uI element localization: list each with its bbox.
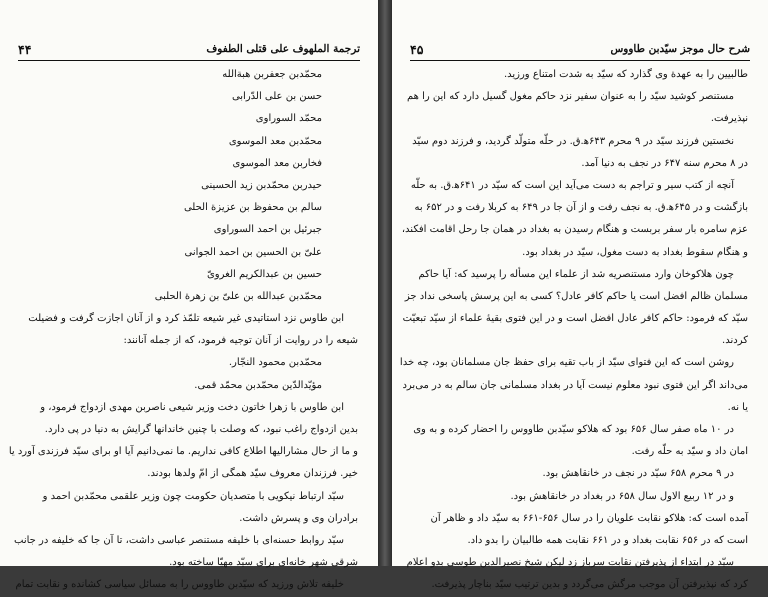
text-line: خیر. فرزندان معروف سیّد همگی از امّ ولدها بودند. <box>147 468 358 480</box>
text-line: طالبیین را به عهدة وی گذارد که سیّد به شدت امتناع ورزید. <box>503 69 748 80</box>
text-line: محمّدبن جعفربن هبةالله <box>222 69 322 80</box>
header-title: ترجمة الملهوف على قتلى الطفوف <box>206 43 360 55</box>
page-body <box>8 64 358 597</box>
page-number: ۴۴ <box>18 41 32 57</box>
text-line: است که در ۶۵۶ نقابت بغداد و در ۶۶۱ نقابت همه طالبیان را بدو داد. <box>467 534 748 546</box>
text-line: آمده است که: هلاکو نقابت علویان را در سال ۶۵۶-۶۶۱ به سیّد داد و ظاهر آن <box>430 512 748 524</box>
text-line: علیّ بن الحسین بن احمد الجوانی <box>184 246 322 258</box>
text-line: ابن طاوس نزد استاتیدی غیر شیعه تلمّذ کرد و از آنان اجازت گرفت و فضیلت <box>28 313 344 325</box>
text-line: سالم بن محفوظ بن عزیزة الحلی <box>183 202 322 214</box>
text-line: در ۱۰ ماه صفر سال ۶۵۶ بود که هلاکو سیّدبن طاووس را احضار کرده و به وی <box>413 424 734 435</box>
text-line: یا نه. <box>727 401 748 413</box>
text-line: محمّدبن محمود النجّار. <box>228 357 322 369</box>
text-line: نپذیرفت. <box>710 113 748 125</box>
text-line: سیّد ارتباط نیکویی با متصدیان حکومت چون وزیر علقمی محمّدبن احمد و <box>42 490 344 502</box>
text-line: حیدربن محمّدبن زید الحسینی <box>201 179 322 191</box>
text-line: شرقی شهر خانه‌ای برای سیّد مهیّا ساخته بود. <box>169 557 358 569</box>
text-line: برادران وی و پسرش داشت. <box>239 512 358 524</box>
text-line: و هنگام سقوط بغداد به دست مغول، سیّد در بغداد بود. <box>522 246 748 258</box>
text-line: عزم سامره بار سفر بربست و هنگام رسیدن به بغداد در همان جا رحل اقامت افکند، <box>401 224 748 236</box>
text-line: نخستین فرزند سیّد در ۹ محرم ۶۴۳ه‍.ق. در حلّه متولّد گردید، و فرزند دوم سیّد <box>412 135 734 147</box>
text-line: فخاربن معد الموسوی <box>232 157 322 169</box>
text-line: روشن است که این فتوای سیّد از باب تقیه برای حفظ جان مسلمانان بود، چه خدا <box>399 357 734 369</box>
text-line: سیّد در ابتداء از پذیرفتن نقابت سرباز زد لیکن شیخ نصیرالدین طوسی بدو اعلام <box>406 557 734 569</box>
left-page <box>0 0 378 591</box>
page-header <box>410 40 750 58</box>
text-line: بازگشت و در ۶۴۵ه‍.ق. به نجف رفت و از آن جا در ۶۴۹ به کربلا رفت و در ۶۵۲ به <box>414 202 748 214</box>
text-line: شیعه را در روایت از آنان توجیه فرمود، که از جمله آنانند: <box>123 335 358 347</box>
text-line: ابن طاوس با زهرا خاتون دخت وزیر شیعی ناصربن مهدی ازدواج فرمود، و <box>40 401 344 413</box>
text-line: خلیفه تلاش ورزید که سیّدبن طاووس را به مسائل سیاسی کشانده و نقابت تمام <box>15 579 344 591</box>
header-title: شرح حال موجز سیّدبن طاووس <box>610 43 750 55</box>
text-line: محمّدبن معد الموسوی <box>228 135 322 147</box>
text-line: امان داد و سیّد به حلّه رفت. <box>631 446 748 458</box>
text-line: کردند. <box>722 335 748 347</box>
page-number: ۴۵ <box>410 41 424 57</box>
text-line: مؤیّدالدّین محمّدبن محمّد قمی. <box>194 379 322 391</box>
page-body <box>399 64 748 597</box>
text-line: محمّدبن عبدالله بن علیّ بن زهرة الحلبی <box>154 290 322 302</box>
text-line: و ما از حال مشارالیها اطلاع کافی نداریم. ما نمی‌دانیم آیا او برای سیّد فرزندی آورد یا <box>8 446 358 458</box>
text-line: حسن بن علی الدّرابی <box>231 91 322 103</box>
book-gutter <box>378 0 392 566</box>
text-line: حسین بن عبدالکریم الغرویّ <box>206 268 322 280</box>
text-line: مسلمان ظالم افضل است یا حاکم کافر عادل؟ کسی به این پرسش پاسخی نداد جز <box>404 290 748 302</box>
page-header <box>18 40 360 58</box>
text-line: در ۹ محرم ۶۵۸ سیّد در نجف در خانقاهش بود. <box>542 468 734 480</box>
text-line: چون هلاکوخان وارد مستنصریه شد از علماء این مسأله را پرسید که: آیا حاکم <box>418 268 734 280</box>
text-line: مستنصر کوشید سیّد را به عنوان سفیر نزد حاکم مغول گسیل دارد که این را هم <box>406 91 734 103</box>
header-rule <box>410 60 750 61</box>
text-line: کرد که نپذیرفتن آن موجب مرگش می‌گردد و بدین ترتیب سیّد بناچار پذیرفت. <box>431 579 748 591</box>
text-line: آنچه از کتب سیر و تراجم به دست می‌آید این است که سیّد در ۶۴۱ه‍.ق. به حلّه <box>410 179 734 191</box>
text-line: سیّد که فرمود: حاکم کافر عادل افضل است و در این فتوی بقیهٔ علماء از سیّد تبعیّت <box>402 313 748 325</box>
right-page <box>392 0 768 591</box>
header-rule <box>18 60 360 61</box>
text-line: و در ۱۲ ربیع الاول سال ۶۵۸ در بغداد در خانقاهش بود. <box>510 490 734 502</box>
text-line: محمّد السوراوی <box>255 113 322 125</box>
text-line: می‌داند اگر این فتوی نبود معلوم نیست آیا در بغداد مسلمانی جان سالم به در می‌برد <box>402 379 748 391</box>
text-line: بدین ازدواج راغب نبود، که وصلت با چنین خاندانها گرایش به دنیا در پی دارد. <box>44 424 358 435</box>
text-line: سیّد روابط حسنه‌ای با خلیفه مستنصر عباسی داشت، تا آن جا که خلیفه در جانب <box>14 534 344 546</box>
text-line: در ۸ محرم سنه ۶۴۷ در نجف به دنیا آمد. <box>581 157 748 169</box>
text-line: جبرئیل بن احمد السوراوی <box>213 224 322 236</box>
